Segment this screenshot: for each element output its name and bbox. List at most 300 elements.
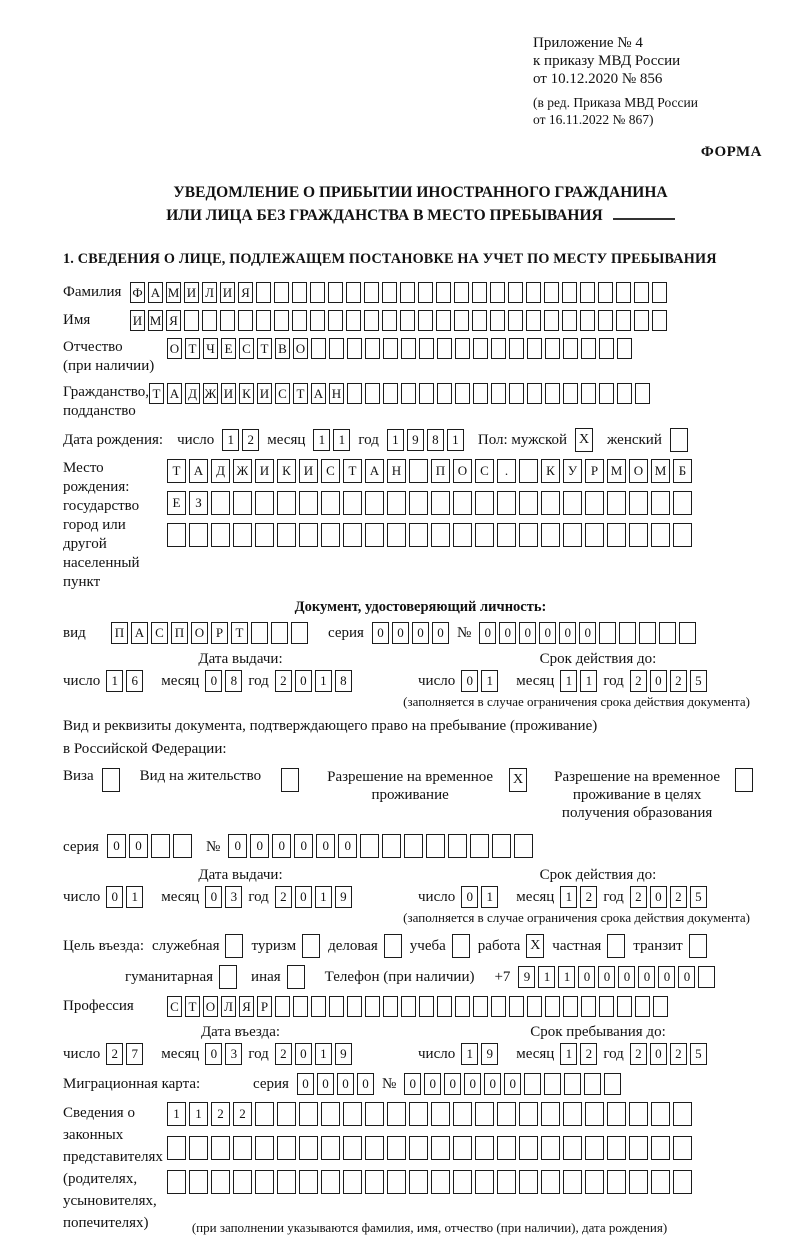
char-cell[interactable] — [189, 523, 208, 547]
char-cell[interactable] — [383, 996, 398, 1017]
char-cell[interactable] — [653, 996, 668, 1017]
char-cell[interactable]: 1 — [315, 670, 332, 692]
char-cell[interactable]: О — [191, 622, 208, 644]
char-cell[interactable]: Ч — [203, 338, 218, 359]
char-cell[interactable] — [527, 996, 542, 1017]
char-cell[interactable]: 2 — [670, 670, 687, 692]
char-cell[interactable] — [607, 934, 625, 958]
char-cell[interactable]: 5 — [690, 1043, 707, 1065]
char-cell[interactable] — [545, 996, 560, 1017]
char-cell[interactable] — [167, 1136, 186, 1160]
char-cell[interactable] — [629, 1170, 648, 1194]
birth-place-line2-input[interactable] — [167, 491, 692, 517]
char-cell[interactable]: 1 — [126, 886, 143, 908]
issue2-right-year[interactable] — [630, 886, 707, 908]
char-cell[interactable]: 0 — [106, 886, 123, 908]
char-cell[interactable] — [651, 523, 670, 547]
char-cell[interactable] — [541, 1102, 560, 1126]
char-cell[interactable] — [292, 282, 307, 303]
char-cell[interactable] — [673, 523, 692, 547]
surname-input[interactable] — [130, 282, 667, 303]
char-cell[interactable]: 0 — [272, 834, 291, 858]
char-cell[interactable] — [384, 934, 402, 958]
char-cell[interactable] — [619, 622, 636, 644]
char-cell[interactable] — [256, 282, 271, 303]
char-cell[interactable] — [452, 934, 470, 958]
char-cell[interactable]: 0 — [316, 834, 335, 858]
char-cell[interactable]: Е — [221, 338, 236, 359]
char-cell[interactable]: Р — [585, 459, 604, 483]
char-cell[interactable]: 0 — [424, 1073, 441, 1095]
char-cell[interactable] — [453, 491, 472, 515]
char-cell[interactable] — [347, 383, 362, 404]
char-cell[interactable]: 0 — [317, 1073, 334, 1095]
char-cell[interactable] — [238, 310, 253, 331]
char-cell[interactable] — [564, 1073, 581, 1095]
char-cell[interactable] — [431, 491, 450, 515]
char-cell[interactable]: Б — [673, 459, 692, 483]
issue1-left-year[interactable] — [275, 670, 352, 692]
char-cell[interactable]: 1 — [481, 670, 498, 692]
birth-place-line1-input[interactable] — [167, 459, 692, 485]
char-cell[interactable] — [437, 996, 452, 1017]
char-cell[interactable]: Т — [343, 459, 362, 483]
char-cell[interactable]: 0 — [444, 1073, 461, 1095]
char-cell[interactable] — [527, 338, 542, 359]
char-cell[interactable]: X — [575, 428, 593, 452]
char-cell[interactable] — [225, 934, 243, 958]
char-cell[interactable]: 0 — [129, 834, 148, 858]
char-cell[interactable] — [652, 282, 667, 303]
char-cell[interactable] — [173, 834, 192, 858]
char-cell[interactable]: О — [293, 338, 308, 359]
char-cell[interactable] — [475, 523, 494, 547]
char-cell[interactable] — [364, 310, 379, 331]
char-cell[interactable] — [233, 1136, 252, 1160]
char-cell[interactable] — [491, 338, 506, 359]
char-cell[interactable] — [519, 491, 538, 515]
purpose-business-checkbox[interactable] — [384, 934, 402, 958]
char-cell[interactable]: Ж — [203, 383, 218, 404]
char-cell[interactable] — [211, 523, 230, 547]
char-cell[interactable]: 0 — [372, 622, 389, 644]
permit-number-input[interactable] — [228, 834, 533, 860]
issue2-left-day[interactable] — [106, 886, 143, 908]
char-cell[interactable] — [329, 338, 344, 359]
char-cell[interactable]: 0 — [337, 1073, 354, 1095]
char-cell[interactable]: О — [629, 459, 648, 483]
char-cell[interactable] — [418, 282, 433, 303]
char-cell[interactable]: 1 — [189, 1102, 208, 1126]
char-cell[interactable]: 2 — [630, 886, 647, 908]
phone-input[interactable] — [518, 966, 715, 988]
char-cell[interactable] — [184, 310, 199, 331]
char-cell[interactable] — [453, 523, 472, 547]
char-cell[interactable]: 0 — [295, 670, 312, 692]
char-cell[interactable] — [470, 834, 489, 858]
char-cell[interactable] — [585, 1102, 604, 1126]
sex-male-checkbox[interactable] — [575, 428, 593, 452]
char-cell[interactable] — [455, 338, 470, 359]
char-cell[interactable] — [473, 383, 488, 404]
char-cell[interactable]: 9 — [335, 886, 352, 908]
migration-number-input[interactable] — [404, 1073, 621, 1095]
char-cell[interactable] — [635, 383, 650, 404]
char-cell[interactable] — [497, 1170, 516, 1194]
char-cell[interactable] — [346, 310, 361, 331]
char-cell[interactable]: А — [148, 282, 163, 303]
char-cell[interactable] — [365, 338, 380, 359]
char-cell[interactable] — [343, 491, 362, 515]
char-cell[interactable] — [281, 768, 299, 792]
char-cell[interactable]: А — [311, 383, 326, 404]
char-cell[interactable] — [387, 1102, 406, 1126]
char-cell[interactable] — [292, 310, 307, 331]
char-cell[interactable]: М — [166, 282, 181, 303]
representatives-line1-input[interactable] — [167, 1102, 692, 1128]
char-cell[interactable] — [524, 1073, 541, 1095]
char-cell[interactable] — [271, 622, 288, 644]
char-cell[interactable] — [401, 338, 416, 359]
char-cell[interactable]: 2 — [670, 1043, 687, 1065]
char-cell[interactable]: К — [239, 383, 254, 404]
char-cell[interactable] — [419, 338, 434, 359]
char-cell[interactable] — [431, 523, 450, 547]
char-cell[interactable] — [526, 310, 541, 331]
char-cell[interactable] — [360, 834, 379, 858]
char-cell[interactable] — [189, 1170, 208, 1194]
char-cell[interactable]: Е — [167, 491, 186, 515]
char-cell[interactable]: З — [189, 491, 208, 515]
birth-month-input[interactable] — [313, 429, 350, 451]
char-cell[interactable]: 1 — [560, 886, 577, 908]
issue1-right-month[interactable] — [560, 670, 597, 692]
temp-permit-checkbox[interactable] — [509, 768, 527, 792]
char-cell[interactable] — [211, 1170, 230, 1194]
char-cell[interactable]: И — [184, 282, 199, 303]
sex-female-checkbox[interactable] — [670, 428, 688, 452]
visa-checkbox[interactable] — [102, 768, 120, 792]
char-cell[interactable]: 1 — [222, 429, 239, 451]
patronymic-input[interactable] — [167, 338, 632, 359]
char-cell[interactable]: 0 — [205, 1043, 222, 1065]
purpose-other-checkbox[interactable] — [287, 965, 305, 989]
char-cell[interactable] — [616, 310, 631, 331]
char-cell[interactable]: 0 — [638, 966, 655, 988]
char-cell[interactable] — [419, 996, 434, 1017]
char-cell[interactable]: X — [526, 934, 544, 958]
char-cell[interactable] — [419, 383, 434, 404]
char-cell[interactable]: 3 — [225, 886, 242, 908]
char-cell[interactable]: О — [203, 996, 218, 1017]
char-cell[interactable] — [454, 282, 469, 303]
char-cell[interactable]: С — [275, 383, 290, 404]
char-cell[interactable] — [617, 383, 632, 404]
char-cell[interactable] — [437, 338, 452, 359]
char-cell[interactable] — [274, 282, 289, 303]
char-cell[interactable]: 1 — [538, 966, 555, 988]
char-cell[interactable] — [541, 491, 560, 515]
permit-series-input[interactable] — [107, 834, 192, 860]
char-cell[interactable] — [617, 996, 632, 1017]
char-cell[interactable] — [202, 310, 217, 331]
char-cell[interactable] — [365, 996, 380, 1017]
char-cell[interactable]: Т — [185, 996, 200, 1017]
char-cell[interactable] — [580, 282, 595, 303]
doc-type-input[interactable] — [111, 622, 308, 644]
stay-until-day[interactable] — [461, 1043, 498, 1065]
char-cell[interactable] — [387, 1136, 406, 1160]
char-cell[interactable] — [475, 1170, 494, 1194]
char-cell[interactable]: П — [111, 622, 128, 644]
citizenship-input[interactable] — [149, 383, 650, 404]
char-cell[interactable] — [302, 934, 320, 958]
char-cell[interactable] — [387, 523, 406, 547]
char-cell[interactable] — [431, 1136, 450, 1160]
char-cell[interactable] — [659, 622, 676, 644]
char-cell[interactable]: 0 — [519, 622, 536, 644]
char-cell[interactable]: 1 — [315, 886, 332, 908]
char-cell[interactable]: Л — [221, 996, 236, 1017]
char-cell[interactable] — [299, 1102, 318, 1126]
char-cell[interactable]: 1 — [558, 966, 575, 988]
entry-day[interactable] — [106, 1043, 143, 1065]
char-cell[interactable]: М — [148, 310, 163, 331]
char-cell[interactable] — [431, 1102, 450, 1126]
char-cell[interactable] — [634, 310, 649, 331]
char-cell[interactable]: К — [541, 459, 560, 483]
char-cell[interactable]: 5 — [690, 670, 707, 692]
char-cell[interactable] — [541, 1170, 560, 1194]
char-cell[interactable] — [673, 1136, 692, 1160]
issue2-right-month[interactable] — [560, 886, 597, 908]
char-cell[interactable] — [607, 1102, 626, 1126]
char-cell[interactable]: 0 — [658, 966, 675, 988]
char-cell[interactable]: 0 — [504, 1073, 521, 1095]
char-cell[interactable]: В — [275, 338, 290, 359]
char-cell[interactable] — [509, 338, 524, 359]
char-cell[interactable]: 0 — [205, 670, 222, 692]
char-cell[interactable]: 0 — [484, 1073, 501, 1095]
char-cell[interactable]: 2 — [211, 1102, 230, 1126]
char-cell[interactable] — [211, 1136, 230, 1160]
char-cell[interactable]: 0 — [464, 1073, 481, 1095]
char-cell[interactable] — [519, 1136, 538, 1160]
char-cell[interactable]: 0 — [294, 834, 313, 858]
char-cell[interactable]: . — [497, 459, 516, 483]
char-cell[interactable] — [562, 310, 577, 331]
char-cell[interactable]: С — [167, 996, 182, 1017]
char-cell[interactable] — [472, 282, 487, 303]
char-cell[interactable] — [563, 383, 578, 404]
char-cell[interactable] — [426, 834, 445, 858]
char-cell[interactable] — [409, 523, 428, 547]
char-cell[interactable]: 1 — [313, 429, 330, 451]
char-cell[interactable]: 0 — [295, 1043, 312, 1065]
char-cell[interactable] — [211, 491, 230, 515]
char-cell[interactable] — [581, 383, 596, 404]
char-cell[interactable]: X — [509, 768, 527, 792]
char-cell[interactable] — [255, 491, 274, 515]
char-cell[interactable] — [321, 1102, 340, 1126]
char-cell[interactable] — [473, 338, 488, 359]
char-cell[interactable]: У — [563, 459, 582, 483]
purpose-study-checkbox[interactable] — [452, 934, 470, 958]
char-cell[interactable] — [311, 996, 326, 1017]
char-cell[interactable] — [167, 523, 186, 547]
char-cell[interactable]: 0 — [559, 622, 576, 644]
char-cell[interactable] — [585, 523, 604, 547]
char-cell[interactable]: 0 — [461, 886, 478, 908]
char-cell[interactable]: И — [220, 282, 235, 303]
char-cell[interactable] — [629, 491, 648, 515]
char-cell[interactable] — [544, 1073, 561, 1095]
char-cell[interactable] — [347, 996, 362, 1017]
char-cell[interactable] — [255, 1102, 274, 1126]
char-cell[interactable] — [233, 523, 252, 547]
char-cell[interactable]: Д — [185, 383, 200, 404]
char-cell[interactable] — [581, 338, 596, 359]
char-cell[interactable]: 0 — [404, 1073, 421, 1095]
char-cell[interactable] — [382, 282, 397, 303]
char-cell[interactable]: О — [167, 338, 182, 359]
char-cell[interactable] — [400, 282, 415, 303]
char-cell[interactable]: 0 — [432, 622, 449, 644]
char-cell[interactable] — [383, 338, 398, 359]
char-cell[interactable]: 2 — [630, 670, 647, 692]
issue1-left-day[interactable] — [106, 670, 143, 692]
char-cell[interactable] — [365, 1170, 384, 1194]
char-cell[interactable] — [526, 282, 541, 303]
char-cell[interactable]: 1 — [106, 670, 123, 692]
purpose-official-checkbox[interactable] — [225, 934, 243, 958]
birth-day-input[interactable] — [222, 429, 259, 451]
char-cell[interactable]: 7 — [126, 1043, 143, 1065]
char-cell[interactable] — [492, 834, 511, 858]
char-cell[interactable] — [409, 1102, 428, 1126]
char-cell[interactable] — [491, 383, 506, 404]
char-cell[interactable]: 2 — [580, 886, 597, 908]
char-cell[interactable]: 0 — [297, 1073, 314, 1095]
char-cell[interactable]: 1 — [481, 886, 498, 908]
char-cell[interactable] — [409, 1136, 428, 1160]
char-cell[interactable]: 2 — [670, 886, 687, 908]
char-cell[interactable] — [475, 491, 494, 515]
char-cell[interactable] — [365, 491, 384, 515]
char-cell[interactable] — [436, 310, 451, 331]
char-cell[interactable] — [431, 1170, 450, 1194]
char-cell[interactable]: С — [239, 338, 254, 359]
name-input[interactable] — [130, 310, 667, 331]
char-cell[interactable]: 0 — [228, 834, 247, 858]
char-cell[interactable] — [698, 966, 715, 988]
char-cell[interactable]: Н — [387, 459, 406, 483]
char-cell[interactable]: 0 — [539, 622, 556, 644]
char-cell[interactable] — [490, 310, 505, 331]
char-cell[interactable]: Т — [231, 622, 248, 644]
char-cell[interactable] — [401, 383, 416, 404]
char-cell[interactable]: Ж — [233, 459, 252, 483]
char-cell[interactable] — [599, 383, 614, 404]
char-cell[interactable] — [563, 996, 578, 1017]
char-cell[interactable] — [365, 383, 380, 404]
char-cell[interactable] — [343, 1102, 362, 1126]
char-cell[interactable] — [343, 523, 362, 547]
purpose-transit-checkbox[interactable] — [689, 934, 707, 958]
char-cell[interactable] — [448, 834, 467, 858]
char-cell[interactable] — [604, 1073, 621, 1095]
char-cell[interactable]: 2 — [242, 429, 259, 451]
char-cell[interactable] — [585, 1136, 604, 1160]
char-cell[interactable] — [321, 523, 340, 547]
char-cell[interactable]: Т — [167, 459, 186, 483]
char-cell[interactable] — [544, 310, 559, 331]
char-cell[interactable] — [274, 310, 289, 331]
char-cell[interactable] — [328, 310, 343, 331]
char-cell[interactable]: А — [189, 459, 208, 483]
char-cell[interactable]: 0 — [479, 622, 496, 644]
char-cell[interactable] — [233, 1170, 252, 1194]
char-cell[interactable]: А — [167, 383, 182, 404]
char-cell[interactable]: 6 — [126, 670, 143, 692]
char-cell[interactable] — [455, 996, 470, 1017]
char-cell[interactable] — [102, 768, 120, 792]
char-cell[interactable] — [599, 338, 614, 359]
char-cell[interactable] — [689, 934, 707, 958]
char-cell[interactable] — [634, 282, 649, 303]
char-cell[interactable]: И — [221, 383, 236, 404]
char-cell[interactable] — [598, 282, 613, 303]
char-cell[interactable]: С — [475, 459, 494, 483]
char-cell[interactable] — [607, 523, 626, 547]
char-cell[interactable]: 0 — [499, 622, 516, 644]
char-cell[interactable] — [455, 383, 470, 404]
char-cell[interactable]: Л — [202, 282, 217, 303]
purpose-private-checkbox[interactable] — [607, 934, 625, 958]
char-cell[interactable] — [404, 834, 423, 858]
char-cell[interactable]: 1 — [580, 670, 597, 692]
char-cell[interactable] — [673, 1170, 692, 1194]
char-cell[interactable] — [670, 428, 688, 452]
char-cell[interactable]: 1 — [447, 429, 464, 451]
char-cell[interactable] — [387, 491, 406, 515]
char-cell[interactable] — [401, 996, 416, 1017]
char-cell[interactable] — [409, 491, 428, 515]
char-cell[interactable] — [328, 282, 343, 303]
char-cell[interactable] — [453, 1170, 472, 1194]
char-cell[interactable]: 0 — [650, 1043, 667, 1065]
char-cell[interactable] — [497, 1136, 516, 1160]
char-cell[interactable]: 5 — [690, 886, 707, 908]
char-cell[interactable] — [453, 1102, 472, 1126]
char-cell[interactable] — [287, 965, 305, 989]
char-cell[interactable] — [584, 1073, 601, 1095]
char-cell[interactable] — [541, 523, 560, 547]
char-cell[interactable]: 0 — [250, 834, 269, 858]
char-cell[interactable]: Т — [149, 383, 164, 404]
char-cell[interactable]: 1 — [560, 1043, 577, 1065]
char-cell[interactable] — [321, 491, 340, 515]
char-cell[interactable] — [219, 965, 237, 989]
char-cell[interactable] — [607, 1136, 626, 1160]
char-cell[interactable] — [347, 338, 362, 359]
char-cell[interactable] — [299, 1170, 318, 1194]
char-cell[interactable] — [544, 282, 559, 303]
char-cell[interactable] — [233, 491, 252, 515]
char-cell[interactable]: Т — [185, 338, 200, 359]
char-cell[interactable]: Р — [211, 622, 228, 644]
char-cell[interactable] — [251, 622, 268, 644]
